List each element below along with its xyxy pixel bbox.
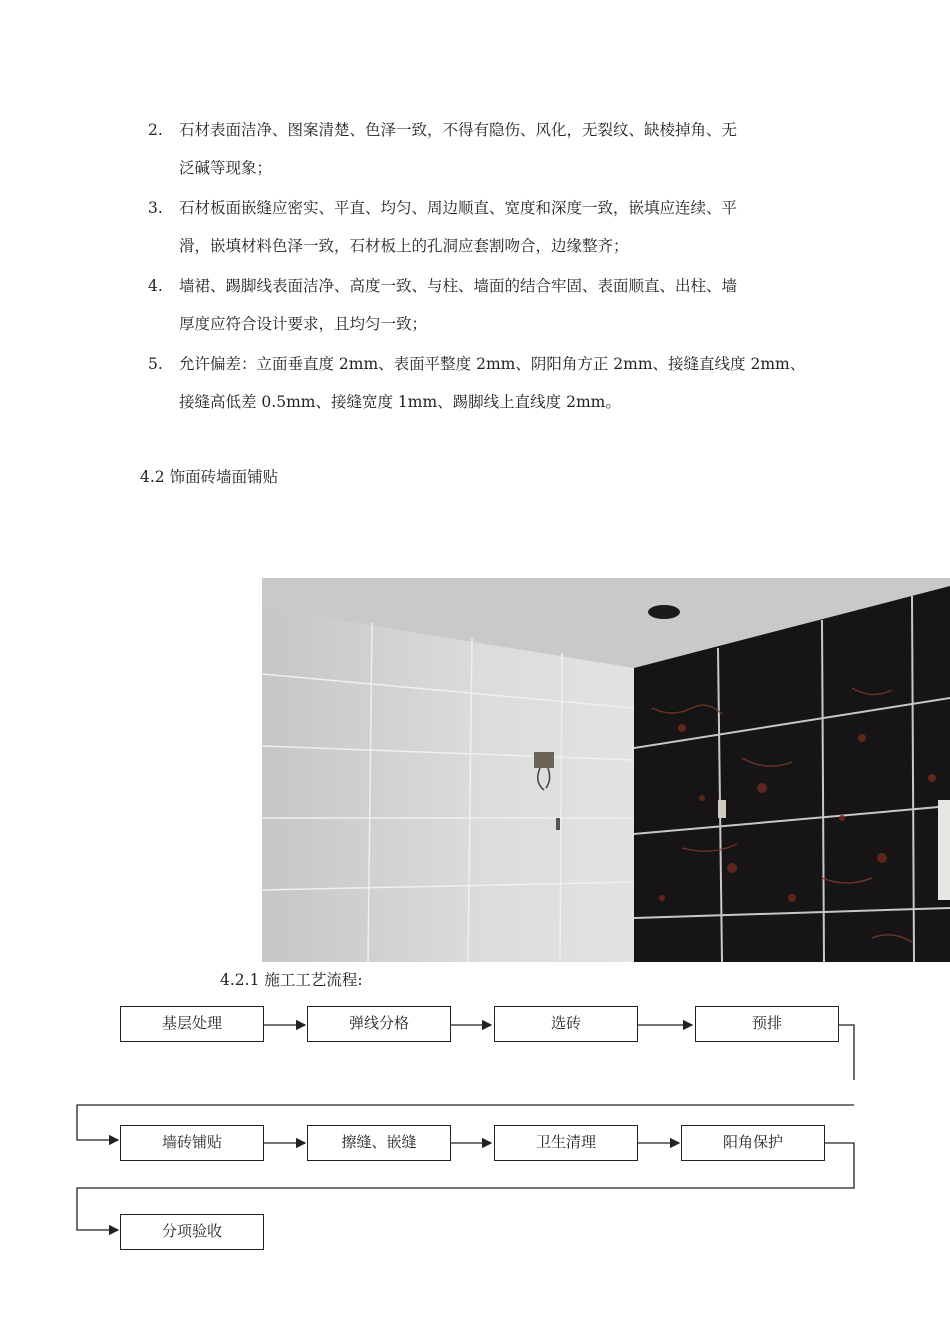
list-number: 5. [148, 355, 163, 373]
flow-step-base-treatment: 基层处理 [120, 1006, 264, 1042]
list-text-line: 泛碱等现象； [179, 159, 273, 177]
list-text-line: 允许偏差：立面垂直度 2mm、表面平整度 2mm、阴阳角方正 2mm、接缝直线度 2mm、 [179, 355, 806, 373]
list-text-line: 滑，嵌填材料色泽一致，石材板上的孔洞应套割吻合，边缘整齐； [179, 237, 629, 255]
flow-step-cleaning: 卫生清理 [494, 1125, 638, 1161]
flow-step-pre-layout: 预排 [695, 1006, 839, 1042]
list-text-line: 石材板面嵌缝应密实、平直、均匀、周边顺直、宽度和深度一致，嵌填应连续、平 [179, 199, 738, 217]
flow-step-acceptance: 分项验收 [120, 1214, 264, 1250]
flow-step-select-tiles: 选砖 [494, 1006, 638, 1042]
list-text-line: 厚度应符合设计要求，且均匀一致； [179, 315, 428, 333]
flow-step-corner-protection: 阳角保护 [681, 1125, 825, 1161]
sub-heading: 4.2.1 施工工艺流程: [220, 971, 363, 989]
section-heading: 4.2 饰面砖墙面铺贴 [140, 468, 279, 486]
list-text-line: 墙裙、踢脚线表面洁净、高度一致、与柱、墙面的结合牢固、表面顺直、出柱、墙 [179, 277, 738, 295]
list-number: 3. [148, 199, 163, 217]
flow-step-grouting: 擦缝、嵌缝 [307, 1125, 451, 1161]
list-number: 2. [148, 121, 163, 139]
flow-step-tile-laying: 墙砖铺贴 [120, 1125, 264, 1161]
list-text-line: 石材表面洁净、图案清楚、色泽一致，不得有隐伤、风化，无裂纹、缺棱掉角、无 [179, 121, 738, 139]
list-text-line: 接缝高低差 0.5mm、接缝宽度 1mm、踢脚线上直线度 2mm。 [179, 393, 621, 411]
list-number: 4. [148, 277, 163, 295]
flow-step-snap-lines: 弹线分格 [307, 1006, 451, 1042]
